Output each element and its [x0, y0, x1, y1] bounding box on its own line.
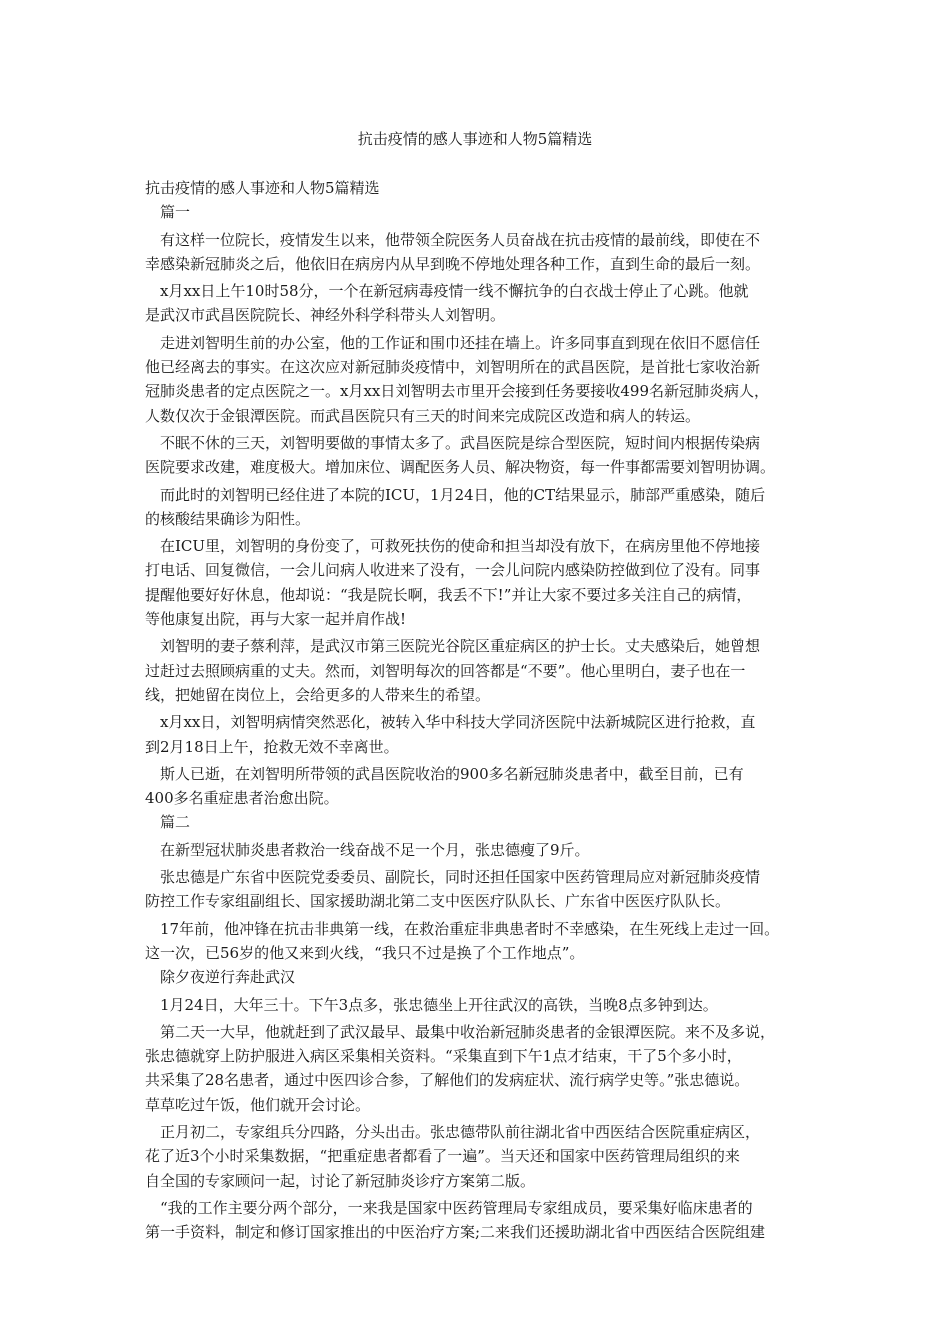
text-line: 是武汉市武昌医院院长、神经外科学科带头人刘智明。 — [145, 306, 506, 325]
text-line: 提醒他要好好休息，他却说：“我是院长啊，我丢不下!”并让大家不要过多关注自己的病情， — [145, 585, 752, 604]
text-line: 17年前，他冲锋在抗击非典第一线，在救治重症非典患者时不幸感染，在生死线上走过一回。 — [160, 919, 780, 938]
text-line: 自全国的专家顾问一起，讨论了新冠肺炎诊疗方案第二版。 — [145, 1171, 536, 1190]
text-line: 线，把她留在岗位上，会给更多的人带来生的希望。 — [145, 685, 491, 704]
text-line: 到2月18日上午，抢救无效不幸离世。 — [145, 737, 399, 756]
text-line: 等他康复出院，再与大家一起并肩作战! — [145, 610, 407, 629]
text-line: 防控工作专家组副组长、国家援助湖北第二支中医医疗队队长、广东省中医医疗队队长。 — [145, 892, 731, 911]
text-line: 1月24日，大年三十。下午3点多，张忠德坐上开往武汉的高铁，当晚8点多钟到达。 — [160, 995, 718, 1014]
text-line: 在ICU里，刘智明的身份变了，可救死扶伤的使命和担当却没有放下，在病房里他不停地接 — [160, 537, 761, 556]
text-line: 共采集了28名患者，通过中医四诊合参，了解他们的发病症状、流行病学史等。”张忠德说。 — [145, 1071, 750, 1090]
text-line: 张忠德是广东省中医院党委委员、副院长，同时还担任国家中医药管理局应对新冠肺炎疫情 — [160, 868, 761, 887]
text-line: 不眠不休的三天，刘智明要做的事情太多了。武昌医院是综合型医院，短时间内根据传染病 — [160, 433, 761, 452]
text-line: “我的工作主要分两个部分，一来我是国家中医药管理局专家组成员，要采集好临床患者的 — [160, 1198, 753, 1217]
text-line: 第二天一大早，他就赶到了武汉最早、最集中收治新冠肺炎患者的金银潭医院。来不及多说， — [160, 1022, 776, 1041]
text-line: 的核酸结果确诊为阳性。 — [145, 509, 311, 528]
text-line: 有这样一位院长，疫情发生以来，他带领全院医务人员奋战在抗击疫情的最前线，即使在不 — [160, 230, 761, 249]
text-line: 斯人已逝，在刘智明所带领的武昌医院收治的900多名新冠肺炎患者中，截至目前，已有 — [160, 764, 744, 783]
text-line: x月xx日上午10时58分，一个在新冠病毒疫情一线不懈抗争的白衣战士停止了心跳。他就 — [160, 282, 749, 301]
text-line: 冠肺炎患者的定点医院之一。x月xx日刘智明去市里开会接到任务要接收499名新冠肺炎病人， — [145, 382, 770, 401]
text-line: 这一次，已56岁的他又来到火线，“我只不过是换了个工作地点”。 — [145, 943, 585, 962]
text-line: 草草吃过午饭，他们就开会讨论。 — [145, 1095, 371, 1114]
text-line: 篇一 — [160, 203, 191, 222]
text-line: 花了近3个小时采集数据，“把重症患者都看了一遍”。当天还和国家中医药管理局组织的来 — [145, 1147, 740, 1166]
text-line: x月xx日，刘智明病情突然恶化，被转入华中科技大学同济医院中法新城院区进行抢救，直 — [160, 713, 756, 732]
document-body — [145, 176, 825, 1244]
text-line: 幸感染新冠肺炎之后，他依旧在病房内从早到晚不停地处理各种工作，直到生命的最后一刻。 — [145, 254, 761, 273]
text-line: 第一手资料，制定和修订国家推出的中医治疗方案;二来我们还援助湖北省中西医结合医院组建 — [145, 1223, 766, 1242]
text-line: 而此时的刘智明已经住进了本院的ICU，1月24日，他的CT结果显示，肺部严重感染，随后 — [160, 485, 766, 504]
text-line: 医院要求改建，难度极大。增加床位、调配医务人员、解决物资，每一件事都需要刘智明协调。 — [145, 458, 776, 477]
text-line: 抗击疫情的感人事迹和人物5篇精选 — [145, 179, 380, 197]
text-line: 张忠德就穿上防护服进入病区采集相关资料。“采集直到下午1点才结束，干了5个多小时， — [145, 1047, 742, 1066]
text-line: 人数仅次于金银潭医院。而武昌医院只有三天的时间来完成院区改造和病人的转运。 — [145, 406, 701, 425]
text-line: 刘智明的妻子蔡利萍，是武汉市第三医院光谷院区重症病区的护士长。丈夫感染后，她曾想 — [160, 637, 761, 656]
text-line: 走进刘智明生前的办公室，他的工作证和围巾还挂在墙上。许多同事直到现在依旧不愿信任 — [160, 333, 761, 352]
text-line: 过赶过去照顾病重的丈夫。然而，刘智明每次的回答都是“不要”。他心里明白，妻子也在一 — [145, 661, 746, 680]
text-line: 篇二 — [160, 813, 191, 832]
text-line: 除夕夜逆行奔赴武汉 — [160, 968, 296, 987]
text-line: 400多名重症患者治愈出院。 — [145, 789, 339, 808]
document-title: 抗击疫情的感人事迹和人物5篇精选 — [357, 130, 593, 148]
text-line: 他已经离去的事实。在这次应对新冠肺炎疫情中，刘智明所在的武昌医院，是首批七家收治新 — [145, 358, 761, 377]
text-line: 正月初二，专家组兵分四路，分头出击。张忠德带队前往湖北省中西医结合医院重症病区， — [160, 1122, 761, 1141]
text-line: 打电话、回复微信，一会儿问病人收进来了没有，一会儿问院内感染防控做到位了没有。同事 — [145, 561, 761, 580]
text-line: 在新型冠状肺炎患者救治一线奋战不足一个月，张忠德瘦了9斤。 — [160, 840, 590, 859]
